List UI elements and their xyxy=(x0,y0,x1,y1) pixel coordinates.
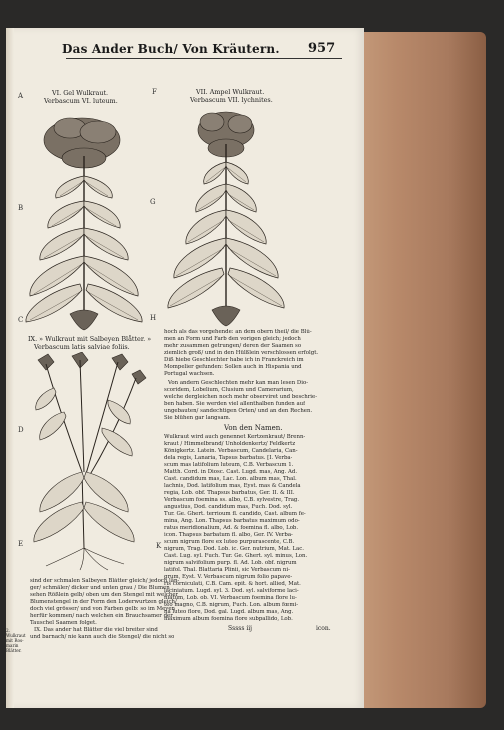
right-para3-line: grum, Eyst. V. Verbascum nigrum folio papave- xyxy=(164,574,293,580)
fig6-caption-la: Verbascum VI. luteum. xyxy=(44,97,118,105)
right-para3-line: nigrum salvifolium purp. fl. Ad. Lob. obf. nigrum xyxy=(164,560,297,566)
left-para-line: IX. Das ander hat Blätter die viel breiter sind xyxy=(34,627,158,633)
right-para1-line: Diß hiebe Geschlechter habe ich in Franckreich im xyxy=(164,357,304,363)
margin-letter-h: H xyxy=(150,314,157,322)
right-para3-line: laciniatum. Lugd. syl. 3. Dod. syl. salviforme laci- xyxy=(164,588,299,594)
right-para3-line: niatum, Lob. ob. VI. Verbascum foemina flore lu- xyxy=(164,595,297,601)
right-para2-line: welche dergleichen noch mehr observiret und beschrie- xyxy=(164,394,318,400)
right-para1-line: mehr zusammen getrungen/ deren der Saamen so xyxy=(164,343,302,349)
fig9-caption-de: IX. » Wulkraut mit Salbeyen Blåtter. » xyxy=(28,335,152,343)
left-para-line: doch viel grösser/ und von Farben gelb: so im Meyen xyxy=(30,606,176,612)
right-para1-line: Portugal wachsen. xyxy=(164,371,215,377)
right-para2-line: ben haben. Sie werden viel allenthalben funden auf xyxy=(164,401,306,407)
right-para3-line: kraut / Himmelbrand/ Unholdenkertz/ Feldkertz xyxy=(164,441,296,447)
right-para3-line: Verbascum foemina ss. albo, C.B. sylvestre, Trag. xyxy=(164,497,300,503)
right-para1-line: Mompelier gefunden: Sollen auch in Hispania und xyxy=(164,364,302,370)
right-para2-line: scoridem, Lobelium, Clusium und Camerarium, xyxy=(164,387,294,393)
right-para1-line: hoch als das vorgehende: an dem obern theil/ die Blů- xyxy=(164,329,312,335)
margin-letter-e: E xyxy=(18,540,24,548)
right-para3-line: Tur. Ge. Ghert. terrioum fl. candido, Cast. album fe- xyxy=(164,511,306,517)
right-para3-line: scum mas latifolium luteum, C.B. Verbascum 1. xyxy=(164,462,294,468)
right-para3-line: Wulkraut wird auch genennet Kertzenkraut/ Brenn- xyxy=(164,434,306,440)
section-heading-names: Von den Namen. xyxy=(224,424,283,432)
left-para-line: herfür kommen/ nach welchen ein Brauchsamer der xyxy=(30,613,173,619)
woodcut-verbascum-lychnites xyxy=(160,104,290,328)
catchword-next: icon. xyxy=(316,625,331,632)
fig7-caption-la: Verbascum VII. lychnites. xyxy=(190,96,273,104)
right-para3-line: ratus meridionalium, Ad. & foemina fl. albo, Lob. xyxy=(164,525,299,531)
right-para3-line: Matth. Cord. in Diosc. Cast. Lugd. mas, Ang. Ad. xyxy=(164,469,298,475)
margin-letter-b: B xyxy=(18,204,24,212)
right-para3-line: scum nigrum flore ex luteo purpurascente, C.B. xyxy=(164,539,295,545)
margin-letter-k: K xyxy=(156,542,162,550)
margin-letter-d: D xyxy=(18,426,24,434)
right-para3-line: dela regis, Lanaria, Tapsus barbatus. [I. Verba- xyxy=(164,455,293,461)
marginal-note: 2. Wulkraut mit Ros-marin Blätter. xyxy=(6,628,26,653)
left-para-line: Blumenstengel in der Form den Loderwurtzen gleich/ xyxy=(30,599,177,605)
running-header xyxy=(62,42,342,58)
left-para-line: sind der schmalen Salbeyen Blåtter gleich/ jedoch län- xyxy=(30,578,180,584)
gutter-shadow xyxy=(6,28,14,708)
right-para2-line: ungebauten/ sandechtigen Orten/ und an den Rechen. xyxy=(164,408,313,414)
right-para3-line: regia, Lob. obf. Thapsus barbatus, Ger. II. & III. xyxy=(164,490,295,496)
right-para3-line: maximum album foemina flore subpallido, Lob. xyxy=(164,616,293,622)
fig9-caption-la: Verbascum latis salviae foliis. xyxy=(34,343,130,351)
right-para3-line: ris corniculati, C.B. Cam. epit. & hort. allied, Mat. xyxy=(164,581,301,587)
header-title: Das Ander Buch/ Von Kräutern. xyxy=(62,42,280,56)
right-para3-line: teo magno, C.B. nigrum, Fuch. Lon. album fœmi- xyxy=(164,602,299,608)
margin-letter-c: C xyxy=(18,316,24,324)
right-para3-line: latifol. Thal. Blattaria Plinii, sic Verbascum ni- xyxy=(164,567,290,573)
header-rule xyxy=(66,58,342,59)
woodcut-verbascum-luteum xyxy=(20,106,150,332)
book-page-edges xyxy=(358,32,486,708)
right-para3-line: mina, Ang. Lon. Thapsus barbatus maximum odo- xyxy=(164,518,300,524)
right-para3-line: Cast. Lug. syl. Fuch. Tur. Ge. Ghert. syl. minus, Lon. xyxy=(164,553,308,559)
right-para1-line: ziemlich groß/ und in den Hülßlein verschlossen erfolgt. xyxy=(164,350,319,356)
woodcut-verbascum-salviae-foliis xyxy=(24,352,152,572)
fig6-caption-de: VI. Gel Wulkraut. xyxy=(52,89,109,97)
right-para3-line: lachnis, Dod. latifolium mas, Eyst. mas & Candela xyxy=(164,483,301,489)
fig7-caption-de: VII. Ampel Wulkraut. xyxy=(196,88,265,96)
right-para3-line: angustius, Dod. candidum mas, Fuch. Dod. syl. xyxy=(164,504,293,510)
page-number: 957 xyxy=(308,41,336,56)
catchword-signature: Sssss iij xyxy=(228,625,253,632)
right-para3-line: Königkertz. Latein. Verbascum, Candelaria, Can- xyxy=(164,448,298,454)
right-para1-line: men an Form und Farb den vorigen gleich; jedoch xyxy=(164,336,301,342)
right-para3-line: icon. Thapsus barbatum fl. albo, Ger. IV. Verba- xyxy=(164,532,293,538)
left-para-line: Tauschel Saamen folget. xyxy=(30,620,97,626)
margin-letter-f: F xyxy=(152,88,157,96)
right-para3-line: Cast. candidum mas, Lac. Lon. album mas, Thal. xyxy=(164,476,297,482)
left-para-line: ger/ schmäler/ dicker und unten grau / Die Blumen xyxy=(30,585,170,591)
right-para3-line: na luteo flore, Dod. gal. Lugd. album mas, Ang. xyxy=(164,609,294,615)
right-para2-line: Von andern Geschlechten mehr kan man lesen Dio- xyxy=(168,380,309,386)
left-para-line: sehen Rößlein gelb/ oben um den Stengel mit welcher xyxy=(30,592,179,598)
margin-letter-g: G xyxy=(150,198,156,206)
margin-letter-a: A xyxy=(18,92,24,100)
right-para3-line: nigrum, Trag. Dod. Lob. ic. Ger. nutrium, Mat. Lac. xyxy=(164,546,304,552)
left-para-line: und barnach/ nie kann auch die Stengel/ die nicht so xyxy=(30,634,175,640)
right-para2-line: Sie blühen gar langsam. xyxy=(164,415,231,421)
